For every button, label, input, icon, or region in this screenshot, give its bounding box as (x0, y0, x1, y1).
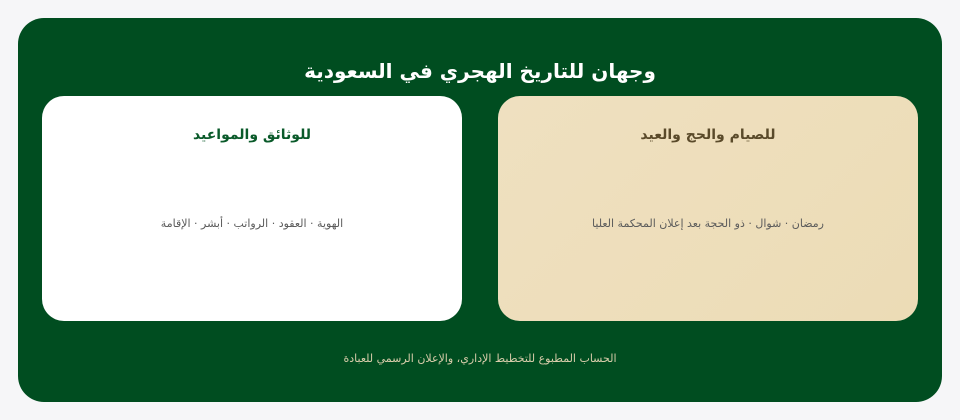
administrative-calendar-card (42, 96, 462, 321)
hijri-calendar-panel (18, 18, 942, 402)
panel-title: وجهان للتاريخ الهجري في السعودية (304, 59, 656, 83)
religious-card-items: رمضان · شوال · ذو الحجة بعد إعلان المحكمة العليا (592, 217, 824, 230)
administrative-card-items: الهوية · العقود · الرواتب · أبشر · الإقامة (160, 217, 344, 230)
religious-calendar-card (498, 96, 918, 321)
footer-note: الحساب المطبوع للتخطيط الإداري، والإعلان الرسمي للعبادة (343, 352, 617, 365)
religious-card-title: للصيام والحج والعيد (640, 127, 776, 143)
administrative-card-title: للوثائق والمواعيد (192, 127, 312, 143)
